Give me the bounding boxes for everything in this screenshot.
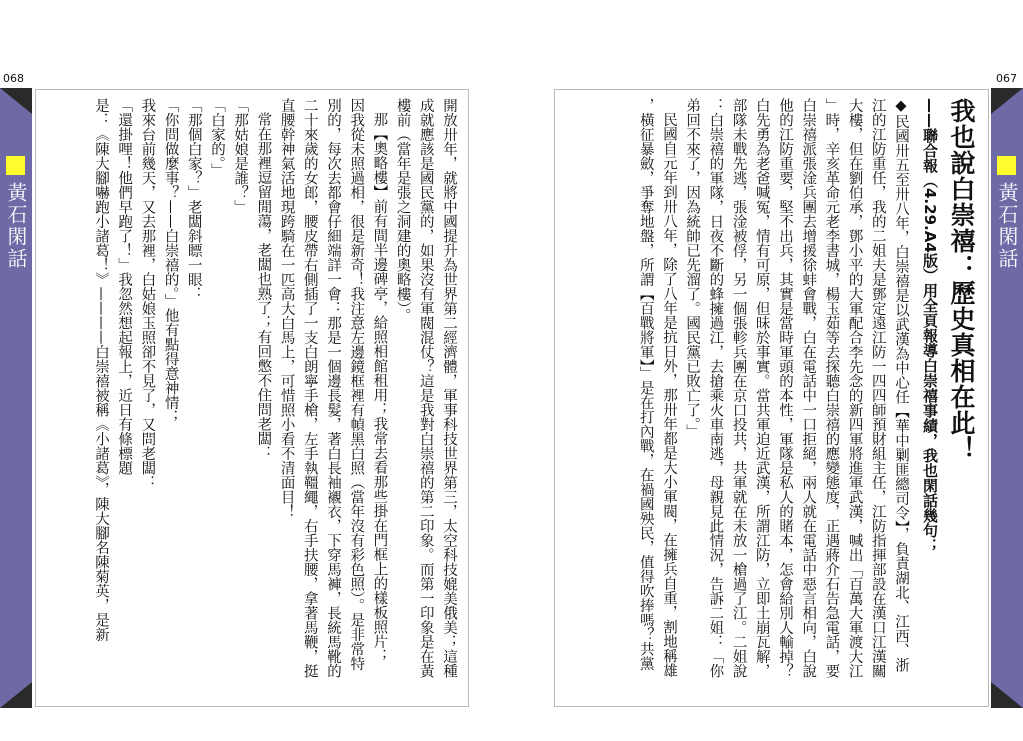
text-column: 因我從未照過相，很是新奇！我注意左邊鏡框裡有幀黑白照（當年沒有彩色照）。是非常特 — [348, 98, 365, 671]
series-label-right: 黃石閑話 — [995, 182, 1019, 270]
text-column: 江的江防重任，我的二姐夫是鄧定遠江防一四四師預財組主任，江防指揮部設在漢口江漢關 — [869, 98, 886, 678]
text-column: 我來台前幾天，又去那裡，白姑娘玉照卻不見了，又問老闆： — [139, 98, 156, 490]
band-corner-bottom — [991, 682, 1023, 708]
text-column: 開放卅年，就將中國提升為世界第二經濟體，軍事科技世界第三，太空科技媲美俄美；這種 — [441, 98, 457, 678]
text-column: 弟回不來了，因為統帥已先溜了。國民黨已敗亡了。」 — [684, 98, 701, 439]
text-column: 直腰幹神氣活地現跨騎在一匹高大白馬上，可惜照小看不清面目！ — [278, 98, 295, 519]
right-page-text-frame — [554, 89, 989, 707]
text-column: ：白崇禧的軍隊，日夜不斷的蜂擁過江，去搶乘火車南逃，母親見此情況，告訴二姐：「你 — [707, 98, 724, 678]
band-corner-top — [0, 88, 32, 114]
right-side-band — [991, 88, 1023, 708]
yellow-square-icon — [997, 156, 1016, 175]
text-column: 白先勇為老爸喊冤，情有可原，但昧於事實。當共軍迫近武漢，所謂江防，立即土崩瓦解， — [753, 98, 770, 678]
article-byline: ——聯合報（4.29.A4版）用全頁報導白崇禧事績，我也閑話幾句； — [921, 98, 939, 553]
text-column: 別的，每次去都會仔細端詳一會：那是一個邊長髮，著白長袖襯衣，下穿馬褲，長統馬靴的 — [324, 98, 341, 678]
text-column: 常在那裡逗留閒蕩，老闆也熟了；有回憋不住問老闆： — [255, 112, 272, 460]
text-column: 那【奧略樓】前有間半邊碑亭，給照相館租用；我常去看那些掛在門框上的樣板照片； — [371, 112, 388, 663]
left-side-band — [0, 88, 32, 708]
text-column: ，橫征暴斂，爭奪地盤，所謂【百戰將軍】」是在打內戰，在禍國殃民，值得吹捧嗎？共黨 — [637, 98, 654, 671]
dialogue-column: 「還掛哩！他們早跑了！」我忽然想起報上，近日有條標題 — [116, 98, 133, 475]
text-column: 部隊未戰先逃，張淦被俘，另一個張軫兵團在京口投共，共軍就在未放一槍過了江。二姐說 — [730, 98, 747, 678]
yellow-square-icon — [6, 156, 25, 175]
text-column: 是：《陳大腳嚇跑小諸葛！》————白崇禧被稱《小諸葛》，陳大腳名陳菊英，是新 — [92, 98, 109, 642]
text-column: 」時，辛亥革命元老李書城，楊玉茹等去探聽白崇禧的應變態度，正遇蔣介石告急電話，要 — [823, 98, 840, 678]
band-corner-bottom — [0, 682, 32, 708]
dialogue-column: 「你問做麼事？——白崇禧的。」他有點得意神情； — [162, 98, 179, 425]
text-column: 成就應該是國民黨的，如果沒有軍閥混仗？這是我對白崇禧的第二印象。而第一印象是在黃 — [417, 98, 434, 678]
band-corner-top — [991, 88, 1023, 114]
text-column: 他的江防重要，堅不出兵，其實是當時軍頭的本性，軍隊是私人的賭本，怎會給別人輸掉？ — [776, 98, 793, 678]
text-column: 樓前（當年是張之洞建的奧略樓）。 — [394, 98, 411, 323]
page-number-left: 068 — [3, 72, 24, 85]
text-column: 民國自元年到卅八年，除了八年是抗日外，那卅年都是大小軍閥，在擁兵自重，割地稱雄 — [660, 112, 677, 678]
dialogue-column: 「那個白家？」老闆斜瞟一眼： — [185, 98, 202, 301]
page-number-right: 067 — [996, 72, 1017, 85]
dialogue-column: 「那姑娘是誰？」 — [232, 98, 249, 214]
text-column: 二十來歲的女郎，腰皮帶右側插了一支白朗寧手槍，左手執韁繩，右手扶腰，拿著馬鞭，挺 — [301, 98, 318, 678]
series-label-left: 黃石閑話 — [4, 182, 28, 270]
text-column: ◆民國卅五至卅八年，白崇禧是以武漢為中心任【華中剿匪總司令】，負責湖北、江西、浙 — [893, 98, 909, 673]
article-title: 我也說白崇禧：歷史真相在此！ — [947, 98, 976, 462]
left-page-text-frame — [35, 89, 469, 707]
left-page-body — [42, 98, 460, 698]
text-column: 大樓，但在劉伯承，鄧小平的大軍配合李先念的新四軍將進軍武漢，喊出「百萬大軍渡大江 — [846, 98, 863, 678]
right-page-body — [561, 98, 980, 698]
text-column: 白崇禧派張淦兵團去增援徐蚌會戰，白在電話中一口拒絕，兩人就在電話中惡言相向，白說 — [800, 98, 817, 678]
dialogue-column: 「白家的。」 — [208, 98, 225, 178]
